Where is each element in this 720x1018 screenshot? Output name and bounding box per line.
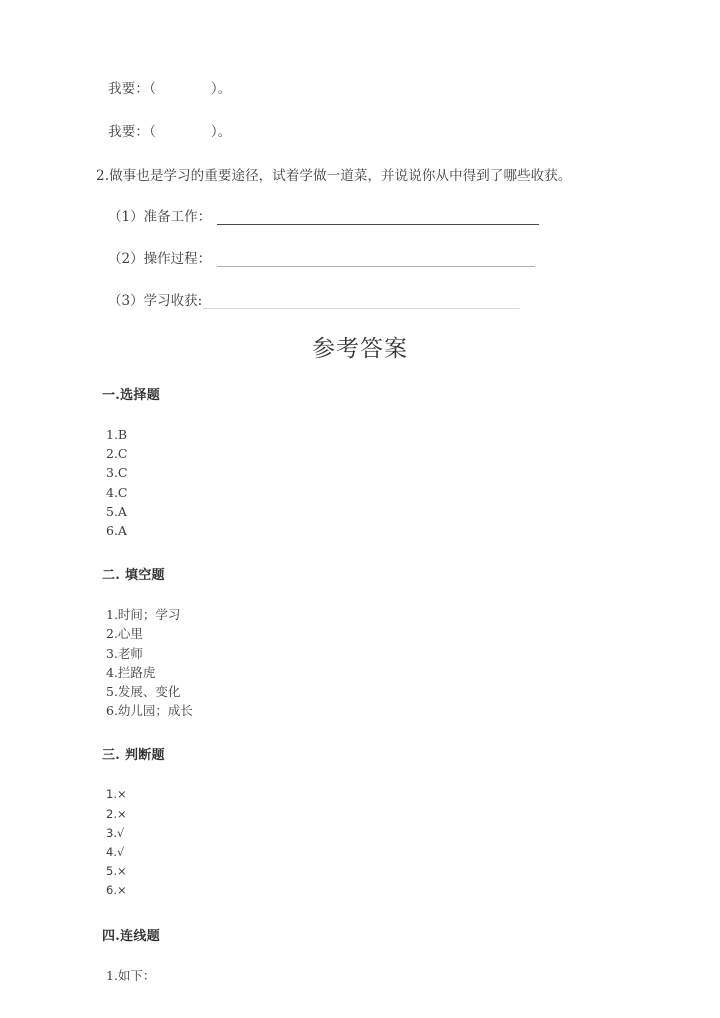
answer-line-2: 我要：（ ）。: [108, 124, 232, 140]
blank-label-3: （3）学习收获:: [108, 293, 203, 309]
answer-item: 5.×: [106, 864, 127, 879]
section-heading-1: 一.选择题: [102, 388, 161, 403]
answer-list-2: [96, 605, 624, 720]
questions-block: [96, 80, 624, 311]
answer-item: 5.A: [106, 503, 127, 519]
answer-key-title: 参考答案: [312, 336, 408, 362]
section-heading-4: 四.连线题: [102, 928, 161, 944]
question-2-text: 2.做事也是学习的重要途径，试着学做一道菜，并说说你从中得到了哪些收获。: [96, 168, 572, 184]
answer-item: 2.×: [106, 806, 127, 821]
blank-row-1: [108, 208, 624, 227]
blank-label-1: （1）准备工作：: [108, 209, 212, 225]
answer-item: 2.C: [106, 446, 128, 462]
answer-item: 4.拦路虎: [106, 664, 156, 680]
answer-section-1: [96, 386, 624, 540]
answer-item: 4.C: [106, 484, 128, 500]
answer-line-1: 我要：（ ）。: [108, 81, 232, 97]
answer-list-3: [96, 785, 624, 900]
answer-section-2: [96, 566, 624, 720]
answer-item: 6.幼儿园；成长: [106, 703, 193, 719]
answer-item: 3.C: [106, 465, 128, 481]
answer-item: 2.心里: [106, 626, 143, 642]
answer-item: 1.时间；学习: [106, 607, 181, 623]
answer-item: 5.发展、变化: [106, 684, 181, 700]
answer-item: 3.老师: [106, 645, 143, 661]
answer-item: 4.√: [106, 845, 125, 860]
answer-item: 6.A: [106, 523, 127, 539]
answer-list-1: [96, 425, 624, 540]
answer-item: 1.如下：: [106, 967, 156, 983]
answer-section-4: [96, 927, 624, 985]
answer-item: 1.B: [106, 427, 128, 442]
answer-section-3: [96, 746, 624, 900]
page-content: [96, 80, 624, 1011]
answer-item: 1.×: [106, 787, 127, 802]
blank-label-2: （2）操作过程：: [108, 251, 212, 267]
blank-row-3: [108, 292, 624, 311]
answer-list-4: [96, 966, 624, 985]
answer-item: 3.√: [106, 825, 125, 840]
blank-row-2: [108, 250, 624, 269]
section-heading-2: 二. 填空题: [102, 568, 165, 584]
section-heading-3: 三. 判断题: [102, 748, 165, 764]
answer-item: 6.×: [106, 883, 127, 898]
